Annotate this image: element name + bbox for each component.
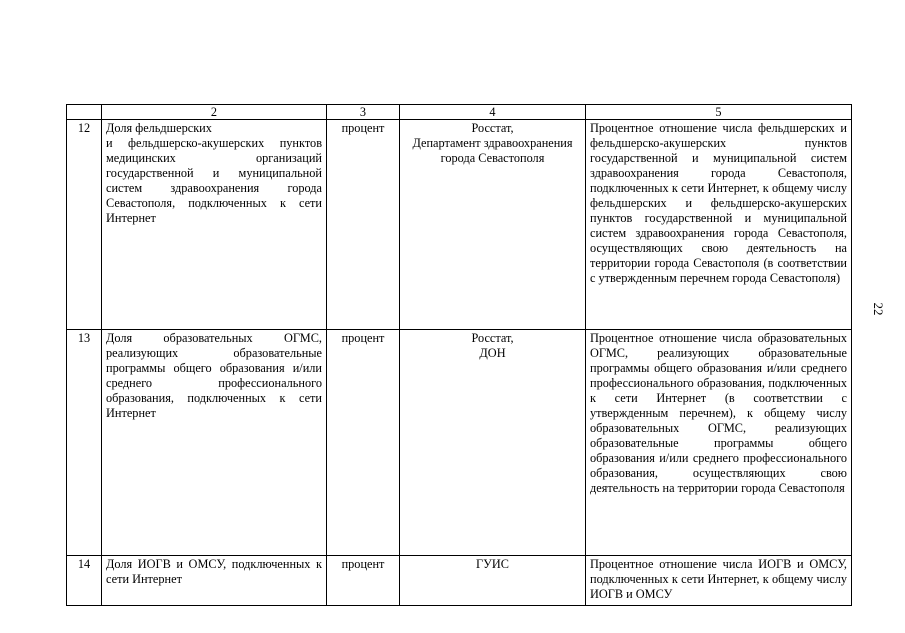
page-number: 22 [871, 302, 886, 316]
header-cell-4: 4 [400, 105, 586, 120]
table-row [67, 120, 852, 330]
data-source: ГУИС [400, 556, 586, 606]
data-source: Росстат, Департамент здравоохранения города Севастополя [400, 120, 586, 330]
row-number: 14 [67, 556, 102, 606]
data-source: Росстат, ДОН [400, 330, 586, 556]
indicators-table [66, 104, 852, 606]
unit-of-measure: процент [327, 120, 400, 330]
indicator-name: Доля ИОГВ и ОМСУ, подключенных к сети Интернет [102, 556, 327, 606]
indicator-name: Доля образовательных ОГМС, реализующих образовательные программы общего образования и/или среднего профессионального образования, подключенных к сети Интернет [102, 330, 327, 556]
unit-of-measure: процент [327, 330, 400, 556]
calculation-method: Процентное отношение числа ИОГВ и ОМСУ, подключенных к сети Интернет, к общему числу ИОГВ и ОМСУ [586, 556, 852, 606]
table-row [67, 556, 852, 606]
table-header-row [67, 105, 852, 120]
header-cell-3: 3 [327, 105, 400, 120]
calculation-method: Процентное отношение числа фельдшерских и фельдшерско-акушерских пунктов государственной и муниципальной систем здравоохранения города Севастополя, подключенных к сети Интернет, к общему числу фельдшерских и фельдшерско-акушерских пунктов государственной и муниципальной систем здравоохранения города Севастополя, осуществляющих свою деятельность на территории города Севастополя (в соответствии с утвержденным перечнем города Севастополя) [586, 120, 852, 330]
unit-of-measure: процент [327, 556, 400, 606]
header-cell-5: 5 [586, 105, 852, 120]
table-row [67, 330, 852, 556]
calculation-method: Процентное отношение числа образовательных ОГМС, реализующих образовательные программы общего образования и/или среднего профессионального образования, подключенных к сети Интернет (в соответствии с утвержденным перечнем), к общему числу образовательных ОГМС, реализующих образовательные программы общего образования и/или среднего профессионального образования, осуществляющих свою деятельность на территории города Севастополя [586, 330, 852, 556]
header-cell-1 [67, 105, 102, 120]
header-cell-2: 2 [102, 105, 327, 120]
row-number: 12 [67, 120, 102, 330]
row-number: 13 [67, 330, 102, 556]
indicator-name: Доля фельдшерских и фельдшерско-акушерских пунктов медицинских организаций государственной и муниципальной систем здравоохранения города Севастополя, подключенных к сети Интернет [102, 120, 327, 330]
